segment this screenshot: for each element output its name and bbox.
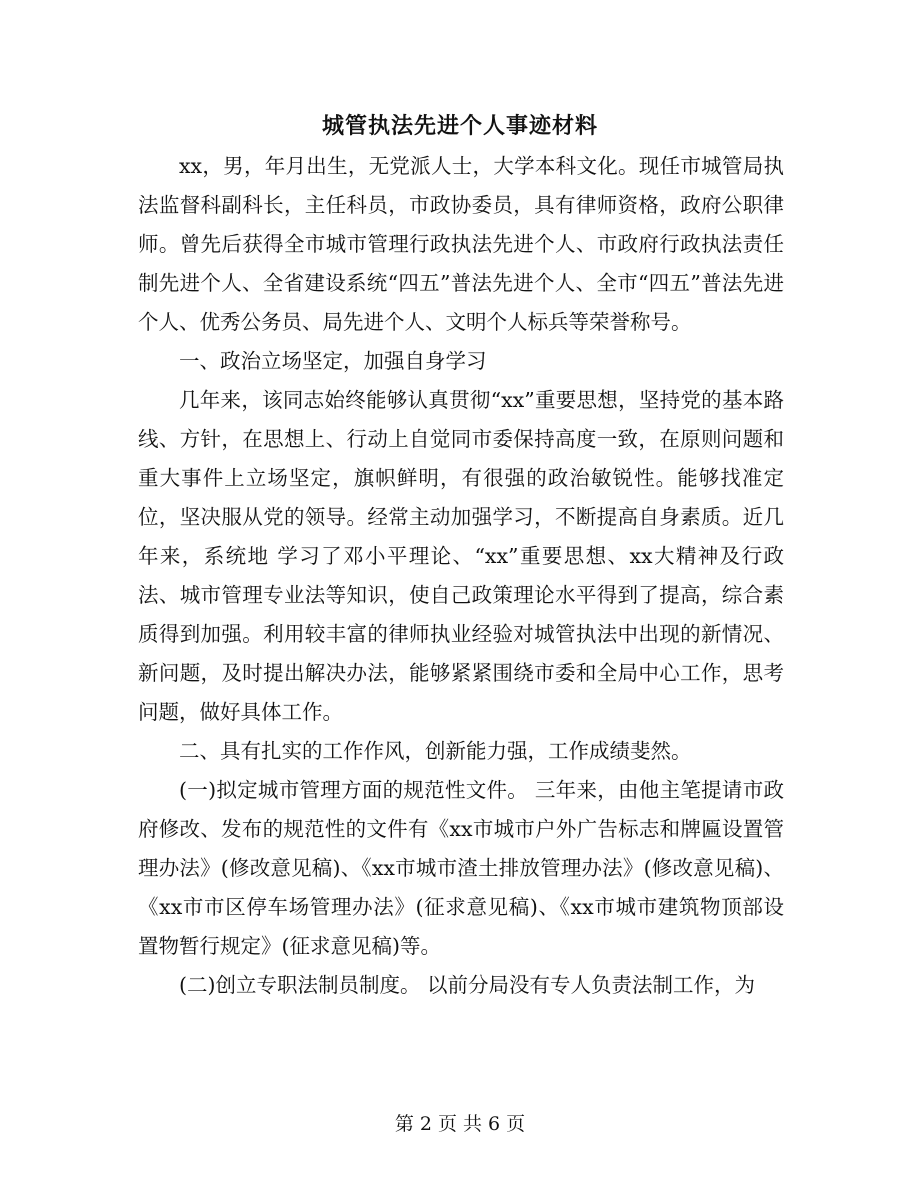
section-heading-1: 一、政治立场坚定，加强自身学习 [179, 349, 487, 373]
paragraph-subsection-2: (二)创立专职法制员制度。 以前分局没有专人负责法制工作，为 [179, 973, 756, 997]
section-heading-2: 二、具有扎实的工作作风，创新能力强，工作成绩斐然。 [179, 739, 692, 763]
document-body [138, 147, 784, 1005]
document-title: 城管执法先进个人事迹材料 [321, 113, 598, 139]
page-number-footer: 第 2 页 共 6 页 [394, 1113, 526, 1135]
paragraph-intro: xx，男，年月出生，无党派人士，大学本科文化。现任市城管局执法监督科副科长，主任科员，市政协委员，具有律师资格，政府公职律师。曾先后获得全市城市管理行政执法先进个人、市政府行政执法责任制先进个人、全省建设系统“四五”普法先进个人、全市“四五”普法先进个人、优秀公务员、局先进个人、文明个人标兵等荣誉称号。 [138, 154, 784, 334]
paragraph-subsection-1: (一)拟定城市管理方面的规范性文件。 三年来，由他主笔提请市政府修改、发布的规范性的文件有《xx市城市户外广告标志和牌匾设置管理办法》(修改意见稿)、《xx市城市渣土排放管理办法》(修改意见稿)、《xx市市区停车场管理办法》(征求意见稿)、《xx市城市建筑物顶部设置物暂行规定》(征求意见稿)等。 [138, 778, 784, 958]
paragraph-section-1: 几年来，该同志始终能够认真贯彻“xx”重要思想，坚持党的基本路线、方针，在思想上、行动上自觉同市委保持高度一致，在原则问题和重大事件上立场坚定，旗帜鲜明，有很强的政治敏锐性。能够找准定位，坚决服从党的领导。经常主动加强学习，不断提高自身素质。近几年来，系统地 学习了邓小平理论、“xx”重要思想、xx大精神及行政法、城市管理专业法等知识，使自己政策理论水平得到了提高，综合素质得到加强。利用较丰富的律师执业经验对城管执法中出现的新情况、新问题，及时提出解决办法，能够紧紧围绕市委和全局中心工作，思考问题，做好具体工作。 [138, 388, 784, 724]
